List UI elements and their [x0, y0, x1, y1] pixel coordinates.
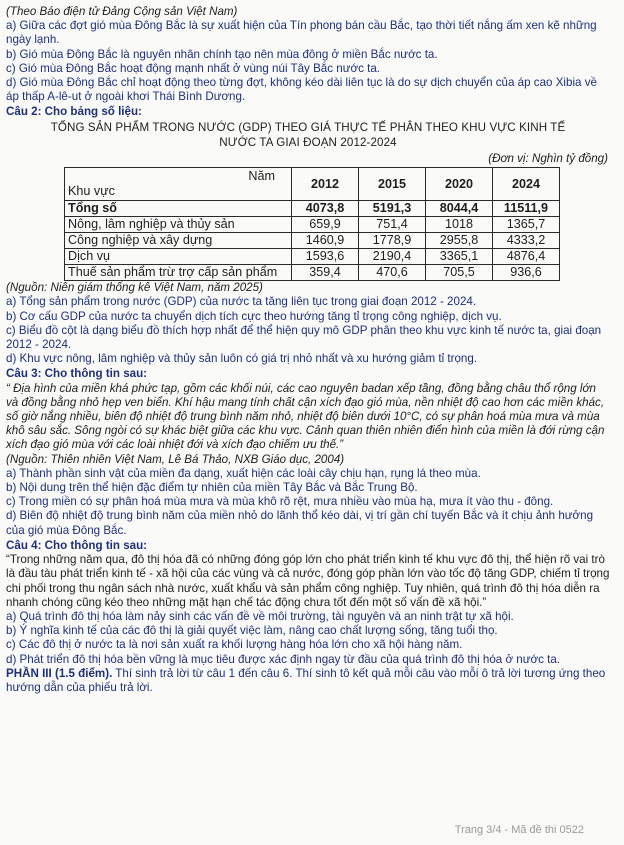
row-label: Công nghiệp và xây dựng — [65, 233, 292, 249]
table-cell: 751,4 — [359, 217, 426, 233]
part-3-label: PHẦN III (1.5 điểm). — [6, 666, 113, 680]
table-cell: 4073,8 — [292, 201, 359, 217]
header-year-label: Năm — [248, 169, 275, 184]
part-3-instructions — [6, 667, 610, 695]
table-row — [65, 217, 560, 233]
question-3-source: (Nguồn: Thiên nhiên Việt Nam, Lê Bá Thảo, NXB Giáo dục, 2004) — [6, 452, 345, 466]
question-2-statements — [6, 295, 610, 366]
table-cell: 659,9 — [292, 217, 359, 233]
table-cell: 1365,7 — [493, 217, 560, 233]
statement-1c: c) Gió mùa Đông Bắc hoạt động mạnh nhất ở vùng núi Tây Bắc nước ta. — [6, 61, 380, 75]
question-3-statements — [6, 467, 610, 538]
table-cell: 1778,9 — [359, 233, 426, 249]
year-header: 2020 — [426, 168, 493, 201]
table-cell: 4876,4 — [493, 249, 560, 265]
statement-2c: c) Biểu đồ cột là dạng biểu đồ thích hợp nhất để thể hiện quy mô GDP phân theo khu vực kinh tế nước ta, giai đoạn 2012 - 2024. — [6, 323, 602, 352]
table-title-line-2: NƯỚC TA GIAI ĐOẠN 2012-2024 — [219, 135, 397, 149]
table-cell: 8044,4 — [426, 201, 493, 217]
table-title-line-1: TỔNG SẢN PHẨM TRONG NƯỚC (GDP) THEO GIÁ THỰC TẾ PHÂN THEO KHU VỰC KINH TẾ — [50, 120, 566, 134]
table-cell: 3365,1 — [426, 249, 493, 265]
question-4-statements — [6, 610, 610, 667]
table-cell: 1018 — [426, 217, 493, 233]
table-cell: 11511,9 — [493, 201, 560, 217]
table-cell: 1460,9 — [292, 233, 359, 249]
table-cell: 470,6 — [359, 265, 426, 281]
table-cell: 705,5 — [426, 265, 493, 281]
statement-1d: d) Gió mùa Đông Bắc chỉ hoạt động theo từng đợt, không kéo dài liên tục là do sự dịch chuyển của áp cao Xibia về áp thấp A-lê-ut ở ngoài khơi Thái Bình Dương. — [6, 76, 597, 104]
header-region-label: Khu vực — [68, 184, 115, 199]
year-header: 2015 — [359, 168, 426, 201]
statement-2b: b) Cơ cấu GDP của nước ta chuyển dịch tích cực theo hướng tăng tỉ trọng công nghiệp, dịch vụ. — [6, 309, 502, 323]
table-cell: 2190,4 — [359, 249, 426, 265]
statement-4d: d) Phát triển đô thị hóa bền vững là mục tiêu được xác định ngay từ đầu của quá trình đô thị hóa ở nước ta. — [6, 652, 560, 666]
table-row — [65, 201, 560, 217]
table-row — [65, 249, 560, 265]
question-3-title: Câu 3: Cho thông tin sau: — [6, 367, 148, 381]
year-header: 2012 — [292, 168, 359, 201]
table-cell: 5191,3 — [359, 201, 426, 217]
statement-2a: a) Tổng sản phẩm trong nước (GDP) của nước ta tăng liên tục trong giai đoạn 2012 - 2024. — [6, 295, 477, 309]
gdp-table — [64, 167, 560, 281]
table-source: (Nguồn: Niên giám thống kê Việt Nam, năm 2025) — [6, 281, 263, 295]
row-label: Thuế sản phẩm trừ trợ cấp sản phẩm — [65, 265, 292, 281]
row-label: Nông, lâm nghiệp và thủy sản — [65, 217, 292, 233]
statement-2d: d) Khu vực nông, lâm nghiệp và thủy sản luôn có giá trị nhỏ nhất và xu hướng giảm tỉ trọng. — [6, 352, 478, 366]
table-row — [65, 265, 560, 281]
table-row — [65, 233, 560, 249]
year-header: 2024 — [493, 168, 560, 201]
statement-4a: a) Quá trình đô thị hóa làm nảy sinh các vấn đề về môi trường, tài nguyên và an ninh trật tự xã hội. — [6, 609, 514, 623]
statement-1b: b) Gió mùa Đông Bắc là nguyên nhân chính tạo nên mùa đông ở miền Bắc nước ta. — [6, 47, 438, 61]
page-footer: Trang 3/4 - Mã đề thi 0522 — [454, 823, 584, 836]
statement-3b: b) Nội dung trên thể hiện đặc điểm tự nhiên của miền Tây Bắc và Bắc Trung Bộ. — [6, 481, 418, 495]
table-unit: (Đơn vị: Nghìn tỷ đồng) — [488, 152, 608, 166]
statement-3c: c) Trong miền có sự phân hoá mùa mưa và mùa khô rõ rệt, mưa nhiều vào mùa hạ, mưa ít vào thu - đông. — [6, 495, 554, 509]
table-cell: 359,4 — [292, 265, 359, 281]
table-cell: 2955,8 — [426, 233, 493, 249]
table-cell: 1593,6 — [292, 249, 359, 265]
table-header-row — [65, 168, 560, 201]
statement-4c: c) Các đô thị ở nước ta là nơi sản xuất ra khối lượng hàng hóa lớn cho xã hội hàng năm. — [6, 638, 463, 652]
question-1-statements — [6, 19, 610, 104]
table-cell: 4333,2 — [493, 233, 560, 249]
question-4-quote: “Trong những năm qua, đô thị hóa đã có những đóng góp lớn cho phát triển kinh tế khu vực đô thị, thể hiện rõ vai trò là đầu tàu phát triển kinh tế - xã hội của các vùng và cả nước, đóng góp phần lớn vào tốc độ tăng GDP, chiếm tỉ trọng chi phối trong thu ngân sách nhà nước, xuất khẩu và sản phẩm công nghiệp. Tuy nhiên, quá trình đô thị hóa diễn ra nhanh chóng cũng kéo theo những mặt hạn chế tác động chưa tốt đến một số vấn đề xã hội.” — [6, 553, 610, 609]
row-label: Tổng số — [65, 201, 292, 217]
table-cell: 936,6 — [493, 265, 560, 281]
statement-3d: d) Biên độ nhiệt độ trung bình năm của miền nhỏ do lãnh thổ kéo dài, vị trí gần chí tuyến Bắc và ít chịu ảnh hưởng của gió mùa Đông Bắc. — [6, 509, 594, 537]
part-3-text: Thí sinh trả lời từ câu 1 đến câu 6. Thí sinh tô kết quả mỗi câu vào mỗi ô trả lời tương ứng theo hướng dẫn của phiếu trả lời. — [6, 666, 606, 694]
question-4-title: Câu 4: Cho thông tin sau: — [6, 538, 148, 552]
statement-4b: b) Ý nghĩa kinh tế của các đô thị là giải quyết việc làm, nâng cao chất lượng sống, tăng tuổi thọ. — [6, 624, 498, 638]
table-corner-cell — [65, 168, 292, 201]
row-label: Dịch vụ — [65, 249, 292, 265]
statement-3a: a) Thành phần sinh vật của miền đa dạng, xuất hiện các loài cây chịu hạn, rụng lá theo mùa. — [6, 466, 481, 480]
source-note-1: (Theo Báo điện tử Đảng Cộng sản Việt Nam) — [6, 5, 238, 18]
question-2-title: Câu 2: Cho bảng số liệu: — [6, 105, 142, 119]
question-3-quote: “ Địa hình của miền khá phức tạp, gồm các khối núi, các cao nguyên badan xếp tầng, đồng bằng châu thổ rộng lớn và đồng bằng nhỏ hẹp ven biển. Khí hậu mang tính chất cận xích đạo gió mùa, nền nhiệt độ cao hơn các miền khác, số giờ nắng nhiều, biên độ nhiệt độ trung bình năm nhỏ, nhiệt độ biên dưới 10°C, có sự phân hoá mùa mưa và mùa khô sâu sắc. Sông ngòi có sự khác biệt giữa các khu vực. Cảnh quan thiên nhiên điển hình của miền là đới rừng cận xích đạo gió mùa với các loài nhiệt đới và xích đạo chiếm ưu thế.” — [6, 381, 605, 452]
statement-1a: a) Giữa các đợt gió mùa Đông Bắc là sự xuất hiện của Tín phong bán cầu Bắc, tạo thời tiết nắng ấm xen kẽ những ngày lạnh. — [6, 19, 597, 47]
